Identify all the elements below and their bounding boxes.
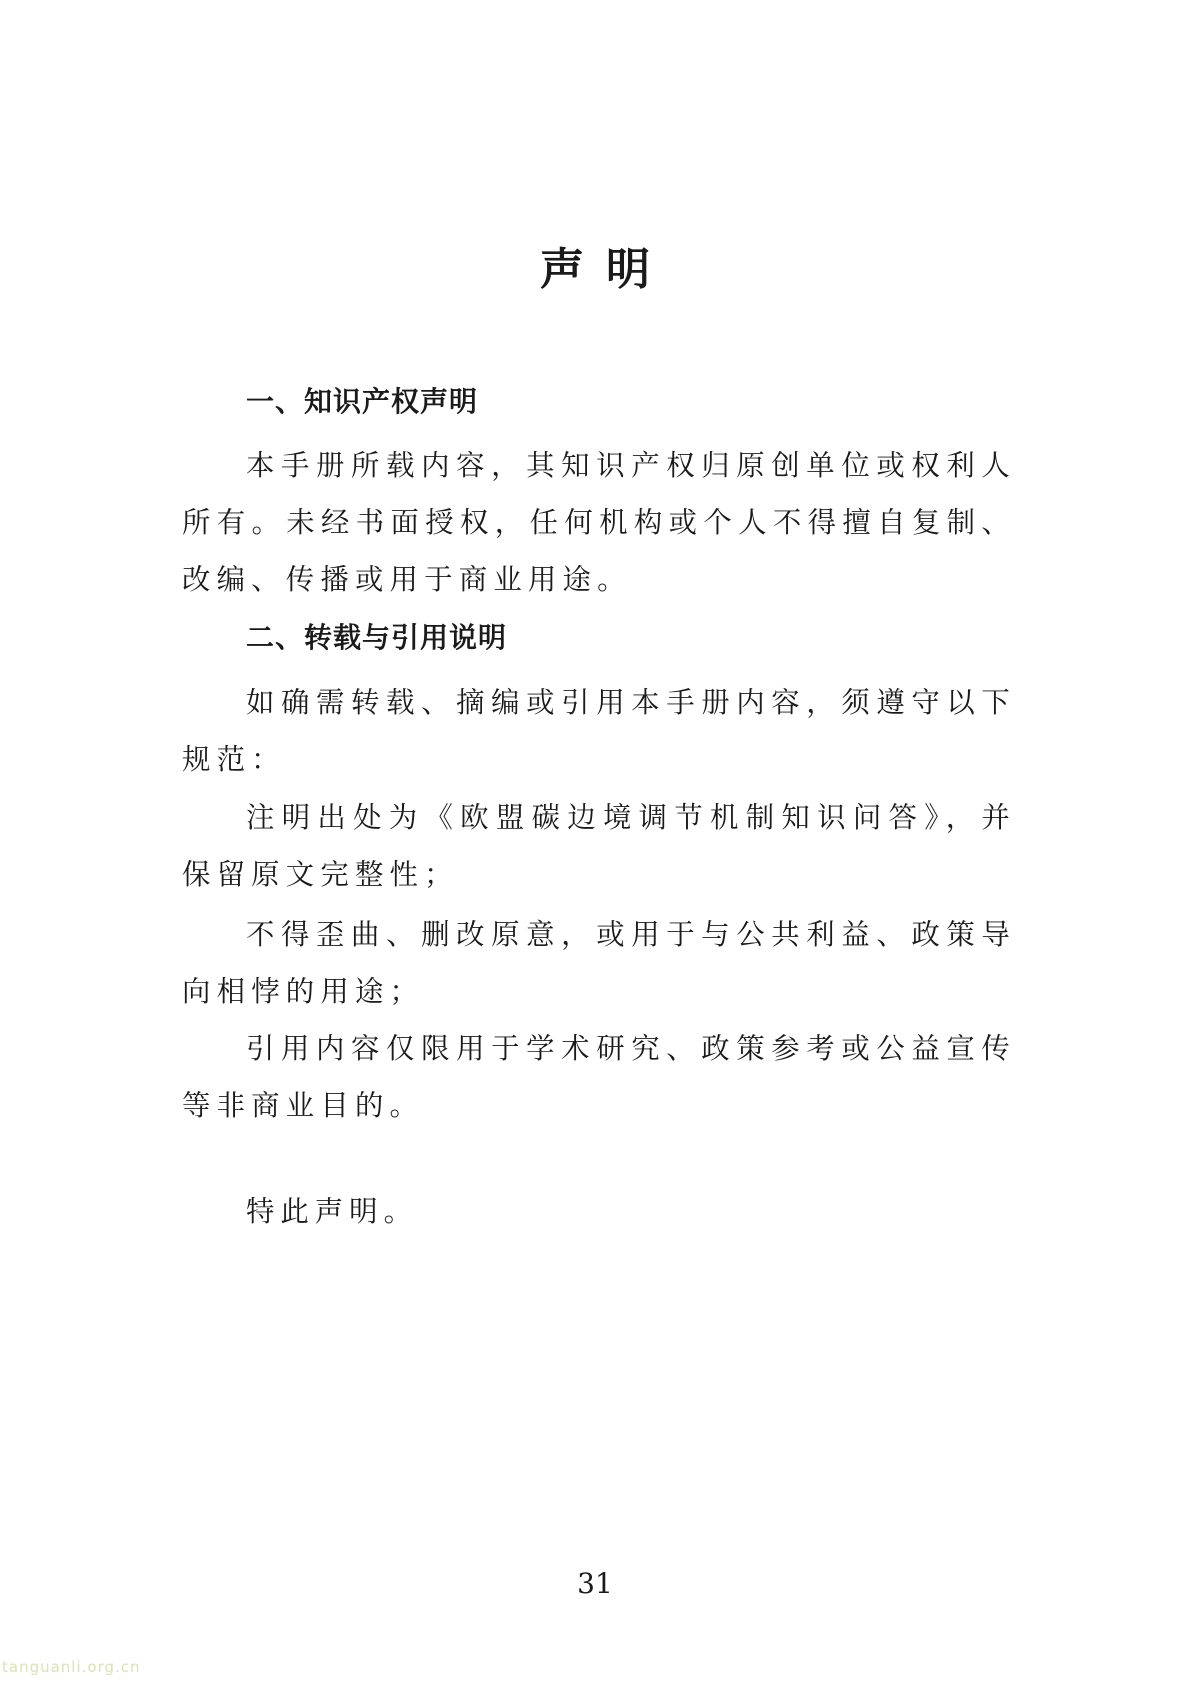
paragraph-no-distortion: 不得歪曲、删改原意，或用于与公共利益、政策导向相悖的用途；: [182, 918, 1016, 1008]
section-heading-reprint-citation: 二、转载与引用说明: [246, 621, 508, 654]
paragraph-ip-rights: 本手册所载内容，其知识产权归原创单位或权利人所有。未经书面授权，任何机构或个人不得擅自复制、改编、传播或用于商业用途。: [182, 449, 1016, 596]
page-number: 31: [577, 1567, 613, 1600]
source-watermark: tanguanli.org.cn: [2, 1658, 141, 1676]
paragraph-non-commercial: 引用内容仅限用于学术研究、政策参考或公益宣传等非商业目的。: [182, 1032, 1016, 1122]
closing-statement: 特此声明。: [246, 1195, 418, 1228]
section-heading-ip-statement: 一、知识产权声明: [246, 385, 479, 418]
page-title: 声明: [540, 244, 672, 295]
paragraph-reprint-rules: 如确需转载、摘编或引用本手册内容，须遵守以下规范：: [182, 686, 1016, 776]
paragraph-cite-source: 注明出处为《欧盟碳边境调节机制知识问答》，并保留原文完整性；: [182, 801, 1016, 891]
